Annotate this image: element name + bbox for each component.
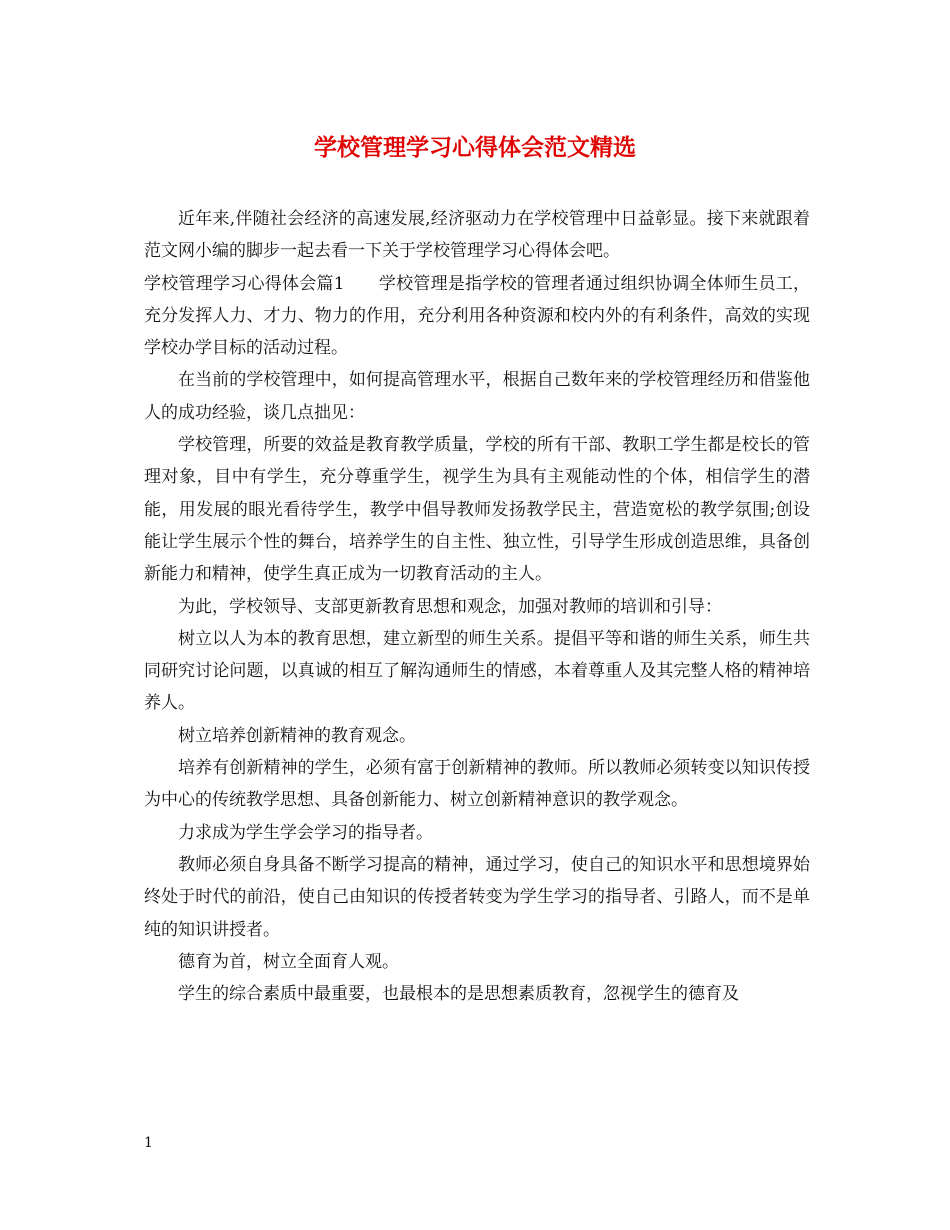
body-paragraph: 为此，学校领导、支部更新教育思想和观念，加强对教师的培训和引导： <box>178 596 722 617</box>
body-paragraph: 树立以人为本的教育思想，建立新型的师生关系。提倡平等和谐的师生关系，师生共同研究讨论问题，以真诚的相互了解沟通师生的情感，本着尊重人及其完整人格的精神培养人。 <box>144 628 810 714</box>
body-paragraph: 培养有创新精神的学生，必须有富于创新精神的教师。所以教师必须转变以知识传授为中心的传统教学思想、具备创新能力、树立创新精神意识的教学观念。 <box>144 758 810 811</box>
section-first-paragraph <box>144 268 810 365</box>
section-first-text: 学校管理是指学校的管理者通过组织协调全体师生员工，充分发挥人力、才力、物力的作用，充分利用各种资源和校内外的有利条件，高效的实现学校办学目标的活动过程。 <box>144 273 810 359</box>
intro-paragraph: 近年来,伴随社会经济的高速发展,经济驱动力在学校管理中日益彰显。接下来就跟着范文网小编的脚步一起去看一下关于学校管理学习心得体会吧。 <box>144 209 810 262</box>
section-heading: 学校管理学习心得体会篇1 <box>144 273 345 294</box>
body-paragraph: 树立培养创新精神的教育观念。 <box>178 725 416 746</box>
body-paragraph: 德育为首，树立全面育人观。 <box>178 951 399 972</box>
document-title: 学校管理学习心得体会范文精选 <box>314 134 636 161</box>
body-paragraph: 学生的综合素质中最重要，也最根本的是思想素质教育，忽视学生的德育及 <box>178 984 739 1005</box>
body-paragraph: 学校管理，所要的效益是教育教学质量，学校的所有干部、教职工学生都是校长的管理对象，目中有学生，充分尊重学生，视学生为具有主观能动性的个体，相信学生的潜能，用发展的眼光看待学生，教学中倡导教师发扬教学民主，营造宽松的教学氛围;创设能让学生展示个性的舞台，培养学生的自主性、独立性，引导学生形成创造思维，具备创新能力和精神，使学生真正成为一切教育活动的主人。 <box>144 435 810 585</box>
body-paragraph: 力求成为学生学会学习的指导者。 <box>178 822 433 843</box>
page-number: 1 <box>144 1135 153 1151</box>
document-body <box>144 203 810 1010</box>
body-paragraph: 教师必须自身具备不断学习提高的精神，通过学习，使自己的知识水平和思想境界始终处于时代的前沿，使自己由知识的传授者转变为学生学习的指导者、引路人，而不是单纯的知识讲授者。 <box>144 854 810 940</box>
body-paragraph: 在当前的学校管理中，如何提高管理水平，根据自己数年来的学校管理经历和借鉴他人的成功经验，谈几点拙见： <box>144 370 810 423</box>
